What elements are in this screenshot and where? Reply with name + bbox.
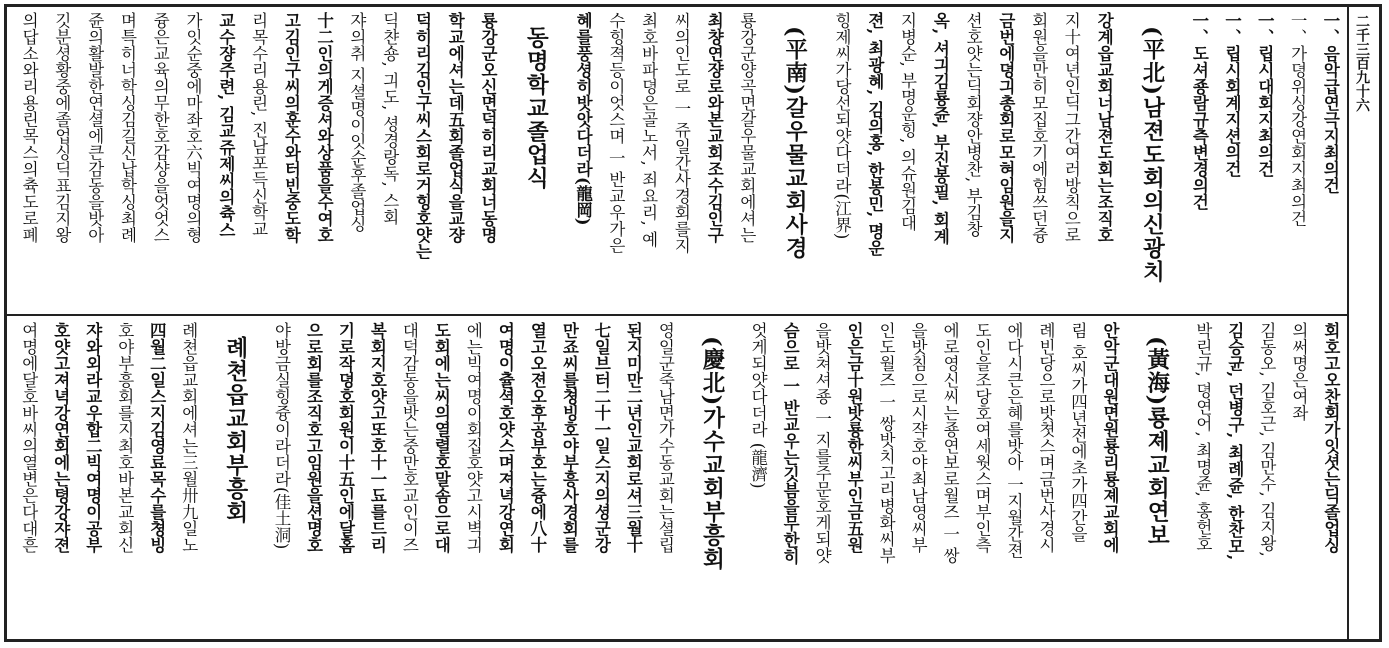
article-headline: 동명학교졸업식 <box>522 26 549 190</box>
article-text-column: 리목수리용린, 진남포득신학교 <box>249 12 269 237</box>
left-border <box>4 4 7 642</box>
article-text-column: 의써명은여좌 <box>1289 322 1309 421</box>
article-text-column: 례쳔읍교회에셔는三월卅九일노 <box>179 322 199 553</box>
article-text-column: 을밧침으로시쟉호야최남영씨부 <box>908 322 928 553</box>
article-text-column: 에로영신씨는죵연보로월즈 一 쌍 <box>940 322 960 564</box>
article-text-column: 수힝젹등이엇스며 一 반교우가은 <box>606 12 626 254</box>
article-headline: (黃海)룡졔교회연보 <box>1143 336 1170 548</box>
article-text-column: 에다시큰은혜를밧아 一지월간젼 <box>1004 322 1024 559</box>
article-text-column: 인은금十원밧룡한씨부인금五원 <box>844 322 864 553</box>
article-headline: (平北)남젼도회의신광치 <box>1139 26 1165 284</box>
article-text-column: 열고오젼오후공부호는즁에八十 <box>527 322 547 553</box>
article-text-column: 김동오, 김호근, 김만수, 김지왕, <box>1257 322 1277 557</box>
article-text-column: 힝제씨가당선되얏다더라(江界) <box>832 12 852 240</box>
article-text-column: 고김인구씨의훈수와터빈중도학 <box>281 12 301 243</box>
bottom-border <box>4 639 1382 642</box>
article-text-column: 으로회를조직호고임원을션명호 <box>304 322 323 553</box>
article-text-column: 여명에달호바씨의열변은다대흔 <box>19 322 39 553</box>
article-text-column: 기로작뎡호회원이十五인에달홈 <box>336 322 355 553</box>
article-text-column: 호얏고져녁강연회에는텽강쟈젼 <box>51 322 71 553</box>
article-text-column: 된지미만二년인교회로셔三월十 <box>623 322 643 553</box>
article-text-column: 딕챤숑, 긔도, 셩경랑독, 스회 <box>380 12 400 225</box>
newspaper-page <box>4 4 1382 642</box>
article-headline: (平南)갈우물교회사경 <box>781 26 808 260</box>
article-text-column: 도인을조당호여세웟스며부인측 <box>972 322 992 553</box>
article-text-column: 룡강군양곡면갈우물교회에셔는 <box>737 12 757 243</box>
article-text-column: 회호고오찬회가잇셧는딕졸업싱 <box>1321 322 1341 553</box>
article-text-column: 례빈당으로밧쳣스며금번사경시 <box>1036 322 1056 553</box>
article-text-column: 김승균, 던병구, 최례쥰, 한찬모, <box>1225 322 1245 561</box>
article-headline: 례쳔읍교회부흥회 <box>222 336 249 524</box>
article-headline: (慶北)가수교회부흥회 <box>699 336 725 571</box>
article-text-column: 지十여년인딕그간여러방칙으로 <box>1061 12 1081 243</box>
article-text-column: 옥, 셔긔김룡쥰, 부진봉필, 회계 <box>930 12 950 245</box>
article-text-column: 영일군죽남면가수동교회는셜립 <box>655 322 675 553</box>
article-text-column: 안악군대원면원룡리룡졔교회에 <box>1100 322 1120 553</box>
article-text-column: 혜를풍셩히밧앗다더라(龍岡) <box>573 12 593 226</box>
article-text-column: 강계읍교회너남젼도회는조직호 <box>1094 12 1114 243</box>
article-text-column: 쥰의활발한연셜에큰감동을밧아 <box>85 12 105 243</box>
article-text-column: 의답소와리용린목스의츅도로폐 <box>19 12 39 243</box>
article-text-column: 회원을만히모집호기에힘쓰던즁 <box>1029 12 1049 243</box>
article-text-column: 션호얏는딕회쟝안병찬, 부김창 <box>963 12 983 237</box>
article-text-column: 여명이츌셕호얏스며져녁강연회 <box>495 322 515 553</box>
article-text-column: 야방금실힝즁이라더라(佳土洞) <box>272 322 291 550</box>
article-text-column: 一、도셔죵람규측변경의건 <box>1189 12 1209 210</box>
article-text-column: 림 호씨가四년전에초가四간을 <box>1068 322 1088 542</box>
article-text-column: 룡강군오신면덕히리교회너동명 <box>478 12 498 243</box>
article-text-column: 도회에는씨의열렬호말솜으로대 <box>431 322 451 553</box>
article-text-column: 덕히리김인구씨스회로거힝호얏는 <box>413 12 432 260</box>
article-text-column: 최호바파뎡은골노서, 죄요리, 예 <box>639 12 659 248</box>
article-text-column: 슴으로 一 반교우는깃븜을무한히 <box>780 322 800 565</box>
article-text-column: 교수쟝주련, 김교쥬제씨의츅스 <box>216 12 236 238</box>
article-text-column: 쟈의취 지셜명이잇순후졸업싱 <box>347 12 367 232</box>
article-text-column: 씨의인도로 一 쥬일간사경회를지 <box>671 12 691 254</box>
article-text-column: 四월二일스지김영료목수를쳥빙 <box>147 322 167 553</box>
article-text-column: 쟈와외라교우합二빅여명이공부 <box>83 322 103 553</box>
article-text-column: 一、립시대회지최의건 <box>1255 12 1275 177</box>
article-text-column: 최챵연쟝로와본교회조수김인구 <box>704 12 724 243</box>
article-text-column: 인도월즈 一 쌍밧치고리병화씨부 <box>876 322 896 564</box>
article-text-column: 一、음악급연극지최의건 <box>1320 12 1340 194</box>
article-text-column: 만죠씨를쳥빙호야부흥사경회를 <box>559 322 579 553</box>
top-border <box>4 4 1382 7</box>
article-text-column: 十二인의게증셔와상품을수여호 <box>314 12 334 243</box>
page-number-divider <box>1347 4 1349 642</box>
article-text-column: 박린규, 뎡연어, 최명쥰, 홍헌호 <box>1193 322 1213 552</box>
article-text-column: 금번에뎡긔총회로모혀임원을지 <box>996 12 1016 243</box>
article-text-column: 젼, 최광혜, 김의홍, 한봉민, 명운 <box>865 12 885 256</box>
article-text-column: 一、가뎡위싱강연회지최의건 <box>1288 12 1308 227</box>
article-text-column: 에는빅여명이회집호얏고시벽긔 <box>463 322 483 553</box>
article-text-column: 호야부흥회를지최호바본교회신 <box>115 322 135 553</box>
article-text-column: 며특히너학싱김길신납학싱최례 <box>118 12 137 243</box>
article-text-column: 복회지호얏고또호十一됴를드리 <box>367 322 387 553</box>
right-border <box>1379 4 1382 642</box>
article-text-column: 가잇순중에마좌호六빅여명의형 <box>183 12 203 243</box>
article-text-column: 엇게되얏다더라 (龍濟) <box>748 322 768 489</box>
article-text-column: 七일브터二十一일스지의셩군강 <box>591 322 611 553</box>
article-text-column: 을밧쳐셔죵 一 지를주문호게되얏 <box>812 322 832 564</box>
article-text-column: 즁은교육의무한호감샹을엇엇스 <box>150 12 170 243</box>
article-text-column: 학교에셔는데五회졸업식을교쟝 <box>445 12 465 243</box>
article-text-column: 깃분셩황중에졸업싱딕표김지왕 <box>52 12 72 243</box>
article-text-column: 一、립시회계지션의건 <box>1222 12 1242 177</box>
article-text-column: 지병순, 부명운힝, 의슈원김대 <box>898 12 917 231</box>
article-text-column: 대덕감동을밧는중만호교인이즈 <box>399 322 419 553</box>
page-number: 二千三百九十六 <box>1354 14 1370 112</box>
